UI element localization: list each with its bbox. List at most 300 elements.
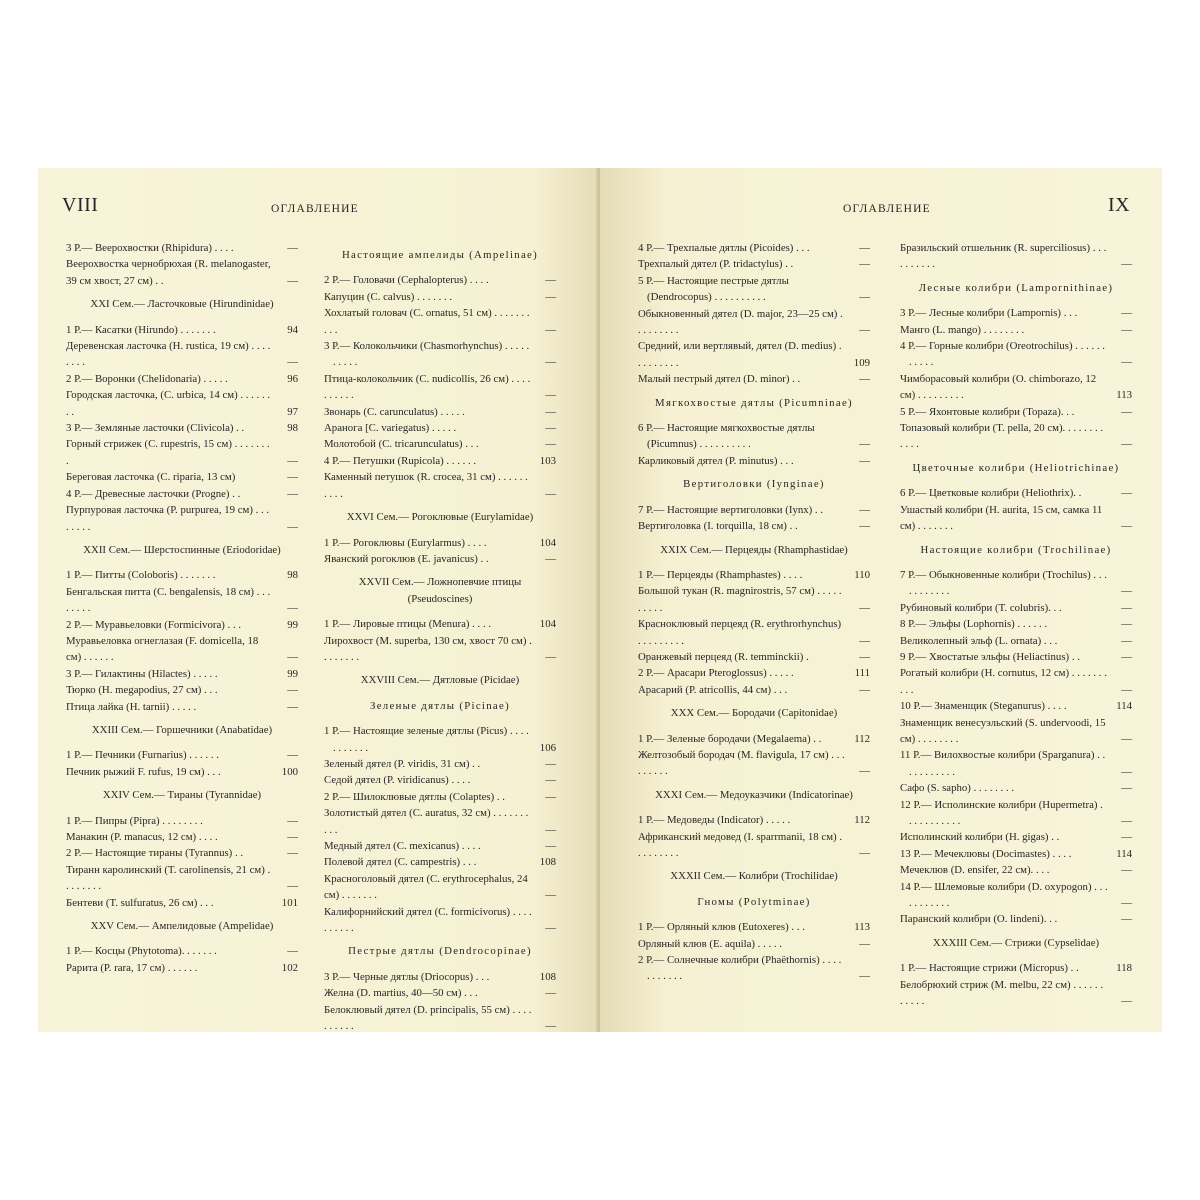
species-entry — [66, 829, 298, 845]
page-ref: — — [545, 405, 556, 418]
species-entry — [66, 960, 298, 976]
genus-entry — [900, 338, 1132, 371]
page-ref: — — [859, 438, 870, 451]
entry-text: 3 Р.— Колокольчики (Chasmorhynchus) . . . . . . . . . . — [324, 340, 530, 369]
page-ref: 101 — [281, 896, 298, 909]
genus-entry — [324, 453, 556, 469]
genus-entry — [900, 879, 1132, 912]
entry-text: Каменный петушок (R. crocea, 31 см) . . . . . . . . . . — [324, 471, 528, 500]
species-entry — [900, 977, 1132, 1010]
entry-text: Рубиновый колибри (T. colubris). . . — [900, 601, 1062, 614]
entry-text: 1 Р.— Орляный клюв (Eutoxeres) . . . — [638, 921, 805, 934]
toc-column — [900, 240, 1132, 1009]
genus-entry — [638, 567, 870, 583]
genus-entry — [66, 747, 298, 763]
page-ref: — — [287, 831, 298, 843]
species-entry — [66, 584, 298, 617]
entry-text: Бентеви (T. sulfuratus, 26 см) . . . — [66, 896, 214, 909]
species-entry — [900, 420, 1132, 453]
subfamily-heading: Цветочные колибри (Heliotrichinae) — [912, 461, 1120, 474]
page-ref: 103 — [539, 454, 556, 467]
entry-text: 2 Р.— Муравьеловки (Formicivora) . . . — [66, 618, 242, 631]
page-ref: — — [1121, 995, 1132, 1008]
species-entry — [638, 936, 870, 952]
species-entry — [324, 436, 556, 452]
page-ref: 110 — [854, 568, 870, 581]
genus-entry — [900, 649, 1132, 665]
entry-text: 1 Р.— Рогоклювы (Eurylarmus) . . . . — [324, 536, 487, 549]
page-ref: — — [287, 487, 298, 500]
entry-text: Желтозобый бородач (M. flavigula, 17 см) . . . . . . . . . — [638, 748, 845, 778]
family-heading: XXIII Сем.— Горшечники (Anabatidae) — [91, 723, 273, 736]
species-entry — [638, 682, 870, 698]
family-heading: XXXII Сем.— Колибри (Trochilidae) — [670, 870, 838, 883]
species-entry — [900, 829, 1132, 845]
entry-text: Береговая ласточка (C. riparia, 13 см) — [66, 471, 236, 484]
species-entry — [66, 469, 298, 485]
page-ref: — — [859, 520, 870, 533]
entry-text: Ушастый колибри (H. aurita, 15 см, самка 11 см) . . . . . . . — [900, 503, 1103, 533]
page-ref: — — [287, 454, 298, 467]
entry-text: 4 Р.— Трехпалые дятлы (Picoides) . . . — [638, 242, 810, 254]
page-ref: — — [287, 520, 298, 533]
subfamily-heading: Зеленые дятлы (Picinae) — [369, 699, 511, 712]
species-entry — [66, 699, 298, 715]
page-ref: — — [545, 389, 556, 402]
entry-text: Пурпуровая ласточка (P. purpurea, 19 см) . . . . . . . . — [66, 504, 270, 533]
subfamily-heading: Гномы (Polytminae) — [697, 895, 811, 908]
species-entry — [638, 518, 870, 534]
entry-text: 7 Р.— Настоящие вертиголовки (Iynx) . . — [638, 503, 824, 516]
page-ref: — — [287, 847, 298, 860]
page-ref: — — [859, 503, 870, 516]
species-entry — [900, 600, 1132, 616]
species-entry — [66, 256, 298, 289]
entry-text: Бразильский отшельник (R. superciliosus) . . . . . . . . . . — [900, 242, 1107, 271]
page-ref: — — [1121, 356, 1132, 369]
page-ref: 97 — [287, 405, 298, 418]
toc-column — [638, 240, 870, 985]
species-entry — [638, 583, 870, 616]
genus-entry — [900, 567, 1132, 600]
entry-text: Аранога [C. variegatus) . . . . . — [324, 422, 457, 435]
species-entry — [324, 469, 556, 502]
genus-entry — [638, 919, 870, 935]
genus-entry — [66, 617, 298, 633]
family-heading: XXIV Сем.— Тираны (Tyrannidae) — [102, 789, 262, 802]
species-entry — [66, 895, 298, 911]
family-heading: XXXI Сем.— Медоуказчики (Indicatorinae) — [655, 788, 853, 801]
species-entry — [900, 502, 1132, 535]
entry-text: Белобрюхий стриж (M. melbu, 22 см) . . . . . . . . . . . — [900, 978, 1104, 1008]
genus-entry — [638, 812, 870, 828]
page-ref: — — [1121, 913, 1132, 926]
family-heading: XXXIII Сем.— Стрижи (Cypselidae) — [932, 936, 1100, 949]
page-ref: — — [545, 422, 556, 435]
entry-text: Бенгальская питта (C. bengalensis, 18 см) . . . . . . . . — [66, 585, 271, 615]
entry-text: Птица-колокольчик (C. nudicollis, 26 см) . . . . . . . . . . — [324, 372, 531, 402]
entry-text: Седой дятел (P. viridicanus) . . . . — [324, 774, 471, 787]
entry-text: Рогатый колибри (H. cornutus, 12 см) . . . . . . . . . . — [900, 667, 1107, 696]
page-ref: 113 — [1116, 389, 1132, 402]
page-ref: — — [1121, 831, 1132, 844]
entry-text: Калифорнийский дятел (C. formicivorus) . . . . . . . . . . — [324, 905, 532, 935]
page-ref: — — [545, 274, 556, 287]
entry-text: Хохлатый головач (C. ornatus, 51 см) . . . . . . . . . . — [324, 307, 530, 336]
page-ref: — — [545, 356, 556, 369]
page-ref: 98 — [287, 422, 298, 435]
page-ref: 114 — [1116, 700, 1132, 713]
entry-text: Топазовый колибри (T. pella, 20 см). . . . . . . . . . . . — [900, 422, 1104, 451]
page-ref: — — [545, 438, 556, 451]
page-ref: — — [287, 651, 298, 664]
entry-text: 1 Р.— Зеленые бородачи (Megalaema) . . — [638, 732, 822, 745]
page-ref: — — [1121, 815, 1132, 827]
species-entry — [900, 240, 1132, 273]
species-entry — [66, 387, 298, 420]
page-ref: — — [545, 987, 556, 1000]
genus-entry — [66, 567, 298, 583]
species-entry — [638, 306, 870, 339]
entry-text: 1 Р.— Касатки (Hirundo) . . . . . . . — [66, 323, 216, 336]
entry-text: 6 Р.— Цветковые колибри (Heliothrix). . — [900, 487, 1082, 500]
entry-text: 1 Р.— Косцы (Phytotoma). . . . . . . — [66, 945, 217, 958]
page-ref: 102 — [281, 961, 298, 974]
entry-text: Карликовый дятел (P. minutus) . . . — [638, 454, 794, 467]
species-entry — [900, 322, 1132, 338]
page-ref: — — [287, 684, 298, 697]
entry-text: 4 Р.— Петушки (Rupicola) . . . . . . — [324, 454, 477, 467]
species-entry — [66, 436, 298, 469]
species-entry — [66, 682, 298, 698]
subfamily-heading: Мягкохвостые дятлы (Picumninae) — [655, 396, 853, 409]
species-entry — [324, 551, 556, 567]
entry-text: Яванский рогоклюв (E. javanicus) . . — [324, 552, 489, 565]
page-ref: — — [859, 324, 870, 337]
page-ref: — — [287, 700, 298, 713]
entry-text: Исполинский колибри (H. gigas) . . — [900, 831, 1060, 844]
species-entry — [900, 911, 1132, 927]
page-ref: — — [545, 323, 556, 336]
genus-entry — [66, 845, 298, 861]
species-entry — [66, 633, 298, 666]
page-ref: — — [545, 823, 556, 836]
entry-text: Тюрко (H. megapodius, 27 см) . . . — [66, 684, 218, 697]
entry-text: Молотобой (C. tricarunculatus) . . . — [324, 438, 479, 451]
left-page — [38, 168, 600, 1032]
species-entry — [900, 862, 1132, 878]
entry-text: Знаменщик венесуэльский (S. undervoodi, 15 см) . . . . . . . . — [900, 716, 1106, 745]
entry-text: 3 Р.— Гилактины (Hilactes) . . . . . — [66, 667, 218, 680]
page-ref: — — [859, 847, 870, 859]
genus-entry — [66, 420, 298, 436]
family-heading: XXII Сем.— Шерстоспинные (Eriodoridae) — [83, 543, 281, 556]
page-ref: — — [859, 373, 870, 386]
page-ref: — — [1121, 307, 1132, 320]
genus-entry — [66, 813, 298, 829]
genus-entry — [900, 616, 1132, 632]
entry-text: Большой тукан (R. magnirostris, 57 см) . . . . . . . . . . — [638, 585, 842, 614]
genus-entry — [638, 665, 870, 681]
page-ref: — — [1121, 258, 1132, 271]
species-entry — [324, 404, 556, 420]
page-ref: — — [287, 471, 298, 484]
species-entry — [324, 871, 556, 904]
page-ref: 113 — [854, 921, 870, 934]
entry-text: Белоклювый дятел (D. principalis, 55 см) . . . . . . . . . . — [324, 1003, 532, 1032]
entry-text: Звонарь (C. carunculatus) . . . . . — [324, 405, 465, 418]
species-entry — [324, 371, 556, 404]
page-ref: — — [545, 774, 556, 787]
genus-entry — [638, 240, 870, 256]
page-ref: — — [287, 274, 298, 287]
page-ref: — — [859, 650, 870, 663]
entry-text: 2 Р.— Арасари Pteroglossus) . . . . . — [638, 667, 794, 680]
entry-text: 1 Р.— Настоящие стрижи (Micropus) . . — [900, 962, 1079, 975]
entry-text: Медный дятел (C. mexicanus) . . . . — [324, 840, 481, 852]
genus-entry — [324, 338, 556, 371]
subfamily-heading: Лесные колибри (Lampornithinae) — [918, 281, 1114, 294]
genus-entry — [900, 305, 1132, 321]
family-heading: XXVII Сем.— Ложнопевчие птицы (Pseudoscines) — [358, 576, 522, 605]
entry-text: Тиранн каролинский (T. carolinensis, 21 см) . . . . . . . . — [66, 863, 271, 893]
page-ref: — — [1121, 601, 1132, 614]
subfamily-heading: Настоящие колибри (Trochilinae) — [920, 543, 1112, 556]
page-ref: — — [545, 290, 556, 303]
open-book — [38, 168, 1162, 1032]
page-ref: — — [1121, 732, 1132, 745]
entry-text: 11 Р.— Вилохвостые колибри (Sparganura) . . . . . . . . . . . — [900, 749, 1106, 778]
running-head: ОГЛАВЛЕНИЕ — [271, 203, 359, 215]
entry-text: Манакин (P. manacus, 12 см) . . . . — [66, 831, 218, 843]
page-ref: — — [1121, 585, 1132, 598]
genus-entry — [900, 960, 1132, 976]
entry-text: 5 Р.— Настоящие пестрые дятлы (Dendrocopus) . . . . . . . . . . — [638, 274, 789, 304]
family-heading: XXV Сем.— Ампелидовые (Ampelidae) — [90, 920, 274, 933]
genus-entry — [900, 698, 1132, 714]
family-heading: XXIX Сем.— Перцеяды (Rhamphastidae) — [660, 543, 848, 556]
genus-entry — [66, 666, 298, 682]
species-entry — [324, 756, 556, 772]
entry-text: 2 Р.— Воронки (Chelidonaria) . . . . . — [66, 372, 228, 385]
species-entry — [638, 829, 870, 862]
species-entry — [900, 665, 1132, 698]
genus-entry — [900, 747, 1132, 780]
entry-text: 1 Р.— Медоведы (Indicator) . . . . . — [638, 814, 791, 827]
genus-entry — [324, 535, 556, 551]
page-ref: 99 — [287, 667, 298, 680]
entry-text: Веерохвостка чернобрюхая (R. melanogaster, 39 см хвост, 27 см) . . — [66, 258, 271, 287]
page-ref: — — [1121, 520, 1132, 533]
entry-text: Деревенская ласточка (H. rustica, 19 см) . . . . . . . . — [66, 340, 271, 369]
genus-entry — [638, 273, 870, 306]
entry-text: Лирохвост (M. superba, 130 см, хвост 70 см) . . . . . . . . — [324, 634, 532, 663]
species-entry — [66, 502, 298, 535]
entry-text: Печник рыжий F. rufus, 19 см) . . . — [66, 765, 221, 778]
entry-text: Полевой дятел (C. campestris) . . . — [324, 856, 477, 869]
species-entry — [324, 289, 556, 305]
entry-text: 5 Р.— Яхонтовые колибри (Topaza). . . — [900, 405, 1075, 418]
running-head: ОГЛАВЛЕНИЕ — [843, 203, 931, 215]
species-entry — [900, 715, 1132, 748]
entry-text: Сафо (S. sapho) . . . . . . . . — [900, 782, 1015, 795]
species-entry — [900, 371, 1132, 404]
entry-text: 7 Р.— Обыкновенные колибри (Trochilus) . . . . . . . . . . . — [900, 568, 1107, 598]
genus-entry — [900, 404, 1132, 420]
entry-text: Трехпалый дятел (P. tridactylus) . . — [638, 258, 794, 271]
page-ref: 99 — [287, 618, 298, 631]
page-ref: 108 — [539, 970, 556, 983]
entry-text: 1 Р.— Перцеяды (Rhamphastes) . . . . — [638, 568, 803, 581]
toc-column — [66, 240, 298, 976]
page-ref: — — [545, 922, 556, 935]
species-entry — [324, 305, 556, 338]
entry-text: Горный стрижек (C. rupestris, 15 см) . . . . . . . . — [66, 438, 270, 467]
entry-text: 4 Р.— Древесные ласточки (Progne) . . — [66, 487, 241, 500]
species-entry — [638, 338, 870, 371]
entry-text: 3 Р.— Веерохвостки (Rhipidura) . . . . — [66, 242, 234, 254]
toc-column — [324, 240, 556, 1032]
genus-entry — [66, 322, 298, 338]
page-ref: — — [1121, 323, 1132, 336]
page-ref: — — [859, 765, 870, 778]
entry-text: 3 Р.— Лесные колибри (Lampornis) . . . — [900, 307, 1078, 320]
page-ref: — — [287, 242, 298, 254]
species-entry — [638, 453, 870, 469]
entry-text: Арасарий (P. atricollis, 44 см) . . . — [638, 683, 788, 696]
entry-text: 8 Р.— Эльфы (Lophornis) . . . . . . — [900, 618, 1048, 631]
page-ref: — — [1121, 864, 1132, 877]
page-ref: 98 — [287, 569, 298, 582]
page-ref: — — [859, 242, 870, 254]
genus-entry — [638, 502, 870, 518]
family-heading: XXVI Сем.— Рогоклювые (Eurylamidae) — [346, 511, 534, 524]
entry-text: Рарита (P. rara, 17 см) . . . . . . — [66, 961, 198, 974]
entry-text: Паранский колибри (O. lindeni). . . — [900, 913, 1058, 926]
species-entry — [66, 764, 298, 780]
entry-text: Великолепный эльф (L. ornata) . . . — [900, 634, 1058, 647]
genus-entry — [324, 272, 556, 288]
entry-text: Малый пестрый дятел (D. minor) . . — [638, 373, 801, 386]
entry-text: 12 Р.— Исполинские колибри (Hupermetra) . . . . . . . . . . . — [900, 798, 1103, 827]
genus-entry — [900, 797, 1132, 830]
genus-entry — [66, 943, 298, 959]
genus-entry — [324, 789, 556, 805]
species-entry — [638, 371, 870, 387]
page-ref: — — [859, 970, 870, 983]
page-ref: — — [1121, 782, 1132, 795]
page-ref: 118 — [1116, 962, 1132, 975]
species-entry — [638, 747, 870, 780]
entry-text: Желна (D. martius, 40—50 см) . . . — [324, 987, 478, 1000]
page-ref: 111 — [854, 667, 870, 680]
entry-text: Городская ласточка, (C. urbica, 14 см) . . . . . . . . — [66, 389, 271, 418]
page-ref: 106 — [539, 741, 556, 754]
species-entry — [324, 838, 556, 854]
genus-entry — [638, 731, 870, 747]
entry-text: Зеленый дятел (P. viridis, 31 см) . . — [324, 757, 481, 770]
family-heading: XXI Сем.— Ласточковые (Hirundinidae) — [90, 298, 274, 311]
species-entry — [324, 985, 556, 1001]
page-ref: — — [1121, 897, 1132, 910]
entry-text: 3 Р.— Земляные ласточки (Clivicola) . . — [66, 422, 245, 435]
page-ref: — — [1121, 650, 1132, 663]
entry-text: 4 Р.— Горные колибри (Oreotrochilus) . . . . . . . . . . . — [900, 340, 1105, 369]
page-ref: — — [545, 840, 556, 852]
entry-text: 13 Р.— Мечеклювы (Docimastes) . . . . — [900, 847, 1072, 860]
page-ref: — — [1121, 487, 1132, 500]
page-ref: — — [859, 937, 870, 950]
species-entry — [900, 780, 1132, 796]
entry-text: 6 Р.— Настоящие мягкохвостые дятлы (Picumnus) . . . . . . . . . . — [638, 422, 815, 451]
page-ref: — — [287, 814, 298, 827]
page-ref: — — [859, 601, 870, 614]
genus-entry — [324, 723, 556, 756]
page-ref: 104 — [539, 536, 556, 549]
page-ref: — — [859, 291, 870, 304]
entry-text: 3 Р.— Черные дятлы (Driocopus) . . . — [324, 970, 490, 983]
page-ref: 104 — [539, 618, 556, 631]
entry-text: 14 Р.— Шлемовые колибри (D. oxypogon) . . . . . . . . . . . — [900, 880, 1108, 910]
entry-text: Орляный клюв (E. aquila) . . . . . — [638, 937, 782, 950]
entry-text: Птица лайка (H. tarnii) . . . . . — [66, 700, 197, 713]
entry-text: 1 Р.— Питты (Coloboris) . . . . . . . — [66, 569, 216, 582]
page-ref: — — [545, 1020, 556, 1032]
genus-entry — [638, 952, 870, 985]
species-entry — [638, 649, 870, 665]
entry-text: Золотистый дятел (C. auratus, 32 см) . . . . . . . . . . — [324, 807, 529, 836]
entry-text: 2 Р.— Головачи (Cephalopterus) . . . . — [324, 274, 489, 287]
entry-text: Муравьеловка огнеглазая (F. domicella, 18 см) . . . . . . — [66, 634, 259, 664]
species-entry — [638, 616, 870, 649]
page-number: VIII — [62, 194, 99, 216]
entry-text: Красноклювый перцеяд (R. erythrorhynchus) . . . . . . . . . — [638, 618, 842, 647]
page-ref: — — [859, 683, 870, 696]
page-ref: 112 — [854, 814, 870, 827]
species-entry — [324, 904, 556, 937]
species-entry — [324, 633, 556, 666]
page-ref: — — [1121, 683, 1132, 696]
genus-entry — [66, 240, 298, 256]
page-ref: 114 — [1116, 847, 1132, 860]
entry-text: 1 Р.— Настоящие зеленые дятлы (Picus) . . . . . . . . . . . — [324, 725, 529, 754]
page-ref: — — [545, 790, 556, 803]
entry-text: 1 Р.— Печники (Furnarius) . . . . . . — [66, 749, 219, 762]
subfamily-heading: Вертиголовки (Iynginae) — [683, 478, 825, 491]
entry-text: 2 Р.— Солнечные колибри (Phaëthornis) . . . . . . . . . . . — [638, 954, 842, 983]
species-entry — [900, 633, 1132, 649]
genus-entry — [66, 371, 298, 387]
entry-text: Средний, или вертлявый, дятел (D. medius) . . . . . . . . . — [638, 340, 842, 369]
page-ref: — — [1121, 405, 1132, 418]
entry-text: Африканский медовед (I. sparrmanii, 18 см) . . . . . . . . . — [638, 830, 843, 859]
species-entry — [324, 1002, 556, 1032]
entry-text: Манго (L. mango) . . . . . . . . — [900, 323, 1025, 336]
species-entry — [66, 862, 298, 895]
page-ref: — — [1121, 618, 1132, 631]
genus-entry — [66, 486, 298, 502]
page-ref: — — [287, 880, 298, 893]
page-ref: — — [287, 602, 298, 615]
entry-text: 1 Р.— Пипры (Pipra) . . . . . . . . — [66, 814, 203, 827]
page-ref: — — [1121, 634, 1132, 647]
entry-text: 9 Р.— Хвостатые эльфы (Heliactinus) . . — [900, 650, 1080, 663]
page-ref: 109 — [853, 356, 870, 369]
genus-entry — [638, 420, 870, 453]
page-ref: — — [1121, 438, 1132, 451]
page-ref: — — [545, 650, 556, 663]
entry-text: 2 Р.— Настоящие тираны (Tyrannus) . . — [66, 847, 244, 860]
